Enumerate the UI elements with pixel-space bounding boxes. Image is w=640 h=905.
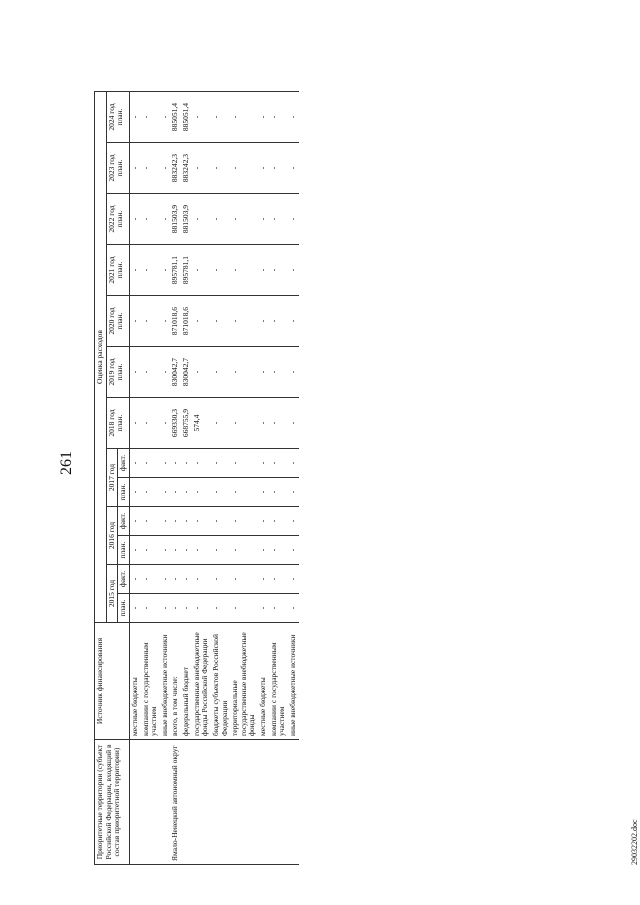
- value-cell: 895781,1: [181, 244, 192, 295]
- value-cell: -: [211, 506, 230, 535]
- value-cell: -: [258, 295, 269, 346]
- header-2024: 2024 год план.: [106, 91, 129, 142]
- value-cell: -: [141, 397, 160, 448]
- table-row: [170, 91, 181, 864]
- value-cell: -: [141, 535, 160, 564]
- value-cell: -: [211, 477, 230, 506]
- value-cell: -: [129, 477, 140, 506]
- value-cell: -: [192, 142, 211, 193]
- value-cell: 881503,9: [181, 193, 192, 244]
- value-cell: -: [160, 193, 171, 244]
- territory-cell: [211, 739, 230, 864]
- header-2018: 2018 год план.: [106, 397, 129, 448]
- value-cell: -: [192, 506, 211, 535]
- page-number: 261: [58, 450, 75, 475]
- value-cell: -: [141, 193, 160, 244]
- source-cell: иные внебюджетные источники: [160, 622, 171, 739]
- header-2020: 2020 год план.: [106, 295, 129, 346]
- table-row: [288, 91, 299, 864]
- value-cell: -: [258, 506, 269, 535]
- value-cell: -: [269, 448, 288, 477]
- value-cell: 830042,7: [170, 346, 181, 397]
- value-cell: -: [211, 193, 230, 244]
- value-cell: -: [269, 193, 288, 244]
- value-cell: -: [258, 142, 269, 193]
- value-cell: -: [230, 142, 258, 193]
- value-cell: -: [192, 193, 211, 244]
- value-cell: -: [129, 448, 140, 477]
- value-cell: 885051,4: [170, 91, 181, 142]
- value-cell: -: [288, 593, 299, 622]
- value-cell: -: [258, 397, 269, 448]
- value-cell: -: [269, 593, 288, 622]
- source-cell: иные внебюджетные источники: [288, 622, 299, 739]
- value-cell: -: [258, 91, 269, 142]
- value-cell: -: [258, 564, 269, 593]
- value-cell: -: [160, 535, 171, 564]
- source-cell: компании с государственным участием: [141, 622, 160, 739]
- value-cell: -: [230, 477, 258, 506]
- value-cell: -: [211, 142, 230, 193]
- value-cell: -: [192, 593, 211, 622]
- value-cell: -: [269, 397, 288, 448]
- value-cell: 574,4: [192, 397, 211, 448]
- value-cell: -: [141, 91, 160, 142]
- value-cell: -: [181, 593, 192, 622]
- value-cell: -: [211, 244, 230, 295]
- value-cell: -: [141, 593, 160, 622]
- value-cell: -: [192, 448, 211, 477]
- territory-cell: [129, 739, 140, 864]
- territory-cell: [192, 739, 211, 864]
- value-cell: -: [170, 564, 181, 593]
- value-cell: -: [160, 142, 171, 193]
- territory-cell: [181, 739, 192, 864]
- value-cell: -: [141, 295, 160, 346]
- header-2017-plan: план.: [118, 477, 130, 506]
- value-cell: 885051,4: [181, 91, 192, 142]
- header-territory: Приоритетные территории (субъект Российской Федерации, входящий в состав приоритетной территории): [95, 739, 130, 864]
- territory-cell: [288, 739, 299, 864]
- value-cell: -: [141, 477, 160, 506]
- value-cell: -: [288, 506, 299, 535]
- value-cell: 871018,6: [170, 295, 181, 346]
- value-cell: -: [269, 295, 288, 346]
- table-row: [141, 91, 160, 864]
- value-cell: -: [129, 535, 140, 564]
- value-cell: -: [211, 564, 230, 593]
- value-cell: 883242,3: [170, 142, 181, 193]
- value-cell: -: [230, 564, 258, 593]
- value-cell: 669330,3: [170, 397, 181, 448]
- value-cell: -: [288, 397, 299, 448]
- table-row: [160, 91, 171, 864]
- source-cell: всего, в том числе:: [170, 622, 181, 739]
- value-cell: -: [129, 142, 140, 193]
- value-cell: -: [230, 244, 258, 295]
- header-2021: 2021 год план.: [106, 244, 129, 295]
- header-year-2015: 2015 год: [106, 564, 118, 622]
- value-cell: -: [129, 564, 140, 593]
- table-row: [258, 91, 269, 864]
- value-cell: -: [192, 535, 211, 564]
- value-cell: -: [192, 564, 211, 593]
- value-cell: -: [258, 193, 269, 244]
- value-cell: -: [269, 506, 288, 535]
- value-cell: -: [269, 142, 288, 193]
- territory-cell: [269, 739, 288, 864]
- value-cell: -: [170, 448, 181, 477]
- value-cell: -: [160, 448, 171, 477]
- value-cell: -: [192, 477, 211, 506]
- value-cell: -: [288, 244, 299, 295]
- value-cell: -: [129, 295, 140, 346]
- value-cell: -: [192, 295, 211, 346]
- value-cell: -: [192, 91, 211, 142]
- header-2017-fact: факт.: [118, 448, 130, 477]
- value-cell: -: [170, 477, 181, 506]
- header-2015-fact: факт.: [118, 564, 130, 593]
- value-cell: -: [160, 397, 171, 448]
- table-row: [230, 91, 258, 864]
- value-cell: -: [141, 506, 160, 535]
- value-cell: -: [160, 91, 171, 142]
- value-cell: -: [170, 535, 181, 564]
- header-estimate: Оценка расходов: [95, 91, 107, 622]
- value-cell: -: [129, 91, 140, 142]
- value-cell: -: [288, 448, 299, 477]
- source-cell: территориальные государственные внебюджетные фонды: [230, 622, 258, 739]
- table-row: [211, 91, 230, 864]
- value-cell: -: [129, 244, 140, 295]
- value-cell: -: [230, 506, 258, 535]
- value-cell: -: [211, 593, 230, 622]
- value-cell: -: [141, 448, 160, 477]
- header-2016-plan: план.: [118, 535, 130, 564]
- value-cell: -: [258, 535, 269, 564]
- territory-cell: [258, 739, 269, 864]
- value-cell: 883242,3: [181, 142, 192, 193]
- header-source: Источник финансирования: [95, 622, 130, 739]
- value-cell: -: [141, 244, 160, 295]
- value-cell: 668755,9: [181, 397, 192, 448]
- value-cell: 871018,6: [181, 295, 192, 346]
- value-cell: -: [269, 477, 288, 506]
- value-cell: -: [230, 535, 258, 564]
- header-2015-plan: план.: [118, 593, 130, 622]
- table-row: [192, 91, 211, 864]
- value-cell: -: [181, 506, 192, 535]
- value-cell: -: [141, 564, 160, 593]
- value-cell: -: [141, 346, 160, 397]
- table-row: [129, 91, 140, 864]
- value-cell: -: [230, 448, 258, 477]
- value-cell: -: [269, 91, 288, 142]
- value-cell: -: [129, 346, 140, 397]
- value-cell: -: [269, 564, 288, 593]
- value-cell: -: [211, 91, 230, 142]
- value-cell: -: [230, 193, 258, 244]
- value-cell: -: [211, 535, 230, 564]
- value-cell: -: [288, 346, 299, 397]
- header-2023: 2023 год план.: [106, 142, 129, 193]
- value-cell: -: [129, 506, 140, 535]
- value-cell: -: [129, 593, 140, 622]
- header-year-2017: 2017 год: [106, 448, 118, 506]
- value-cell: -: [181, 477, 192, 506]
- value-cell: 895781,1: [170, 244, 181, 295]
- value-cell: -: [258, 346, 269, 397]
- value-cell: -: [211, 346, 230, 397]
- value-cell: -: [141, 142, 160, 193]
- value-cell: -: [230, 397, 258, 448]
- value-cell: -: [258, 448, 269, 477]
- value-cell: -: [269, 535, 288, 564]
- source-cell: государственные внебюджетные фонды Российской Федерации: [192, 622, 211, 739]
- table-row: [269, 91, 288, 864]
- value-cell: -: [160, 295, 171, 346]
- territory-cell: [230, 739, 258, 864]
- value-cell: -: [160, 477, 171, 506]
- header-2019: 2019 год план.: [106, 346, 129, 397]
- value-cell: -: [230, 91, 258, 142]
- value-cell: -: [181, 564, 192, 593]
- source-cell: местные бюджеты: [129, 622, 140, 739]
- table-row: [181, 91, 192, 864]
- value-cell: -: [181, 535, 192, 564]
- value-cell: -: [269, 244, 288, 295]
- value-cell: -: [230, 593, 258, 622]
- footer-filename: 29032202.doc: [630, 818, 639, 865]
- value-cell: -: [129, 397, 140, 448]
- value-cell: -: [170, 593, 181, 622]
- value-cell: -: [288, 193, 299, 244]
- value-cell: -: [230, 295, 258, 346]
- value-cell: -: [160, 244, 171, 295]
- value-cell: -: [288, 564, 299, 593]
- value-cell: -: [288, 91, 299, 142]
- value-cell: -: [230, 346, 258, 397]
- value-cell: -: [170, 506, 181, 535]
- value-cell: -: [160, 564, 171, 593]
- value-cell: -: [211, 397, 230, 448]
- territory-cell: [160, 739, 171, 864]
- source-cell: компании с государственным участием: [269, 622, 288, 739]
- source-cell: местные бюджеты: [258, 622, 269, 739]
- value-cell: -: [269, 346, 288, 397]
- value-cell: -: [288, 477, 299, 506]
- header-2022: 2022 год план.: [106, 193, 129, 244]
- value-cell: -: [211, 448, 230, 477]
- source-cell: федеральный бюджет: [181, 622, 192, 739]
- value-cell: -: [288, 142, 299, 193]
- value-cell: 830042,7: [181, 346, 192, 397]
- territory-cell: [141, 739, 160, 864]
- value-cell: -: [288, 535, 299, 564]
- value-cell: -: [192, 244, 211, 295]
- source-cell: бюджеты субъектов Российской Федерации: [211, 622, 230, 739]
- value-cell: -: [160, 346, 171, 397]
- value-cell: -: [288, 295, 299, 346]
- header-2016-fact: факт.: [118, 506, 130, 535]
- value-cell: -: [258, 477, 269, 506]
- value-cell: -: [211, 295, 230, 346]
- value-cell: -: [160, 506, 171, 535]
- rotated-sheet: [40, 33, 639, 873]
- value-cell: -: [160, 593, 171, 622]
- territory-cell: Ямало-Ненецкий автономный округ: [170, 739, 181, 864]
- expenditure-table: [94, 91, 299, 865]
- value-cell: -: [258, 593, 269, 622]
- header-year-2016: 2016 год: [106, 506, 118, 564]
- value-cell: 881503,9: [170, 193, 181, 244]
- value-cell: -: [181, 448, 192, 477]
- value-cell: -: [258, 244, 269, 295]
- value-cell: -: [192, 346, 211, 397]
- value-cell: -: [129, 193, 140, 244]
